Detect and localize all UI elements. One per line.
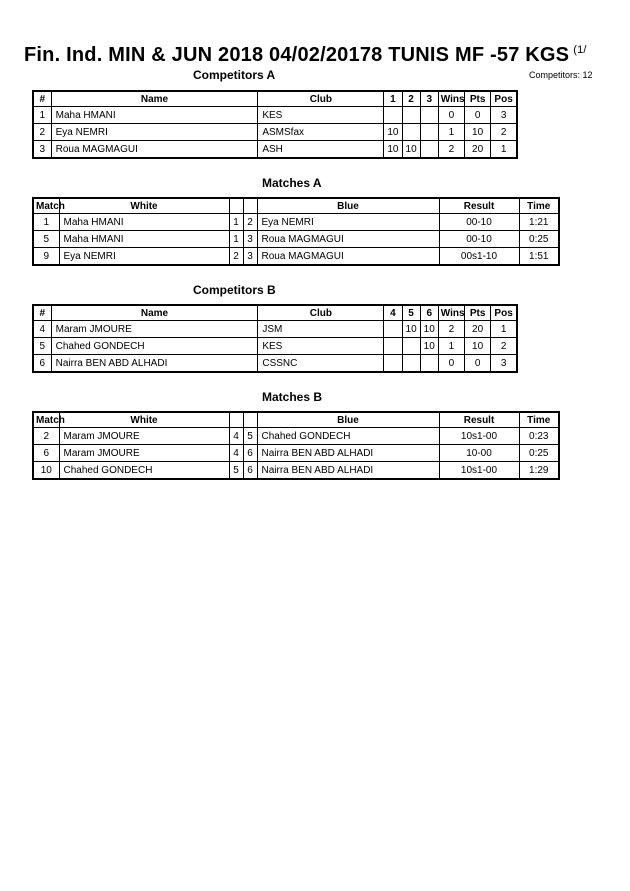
cell-score: 10 <box>384 124 402 141</box>
cell-pts: 0 <box>465 355 491 373</box>
table-header-row <box>33 91 517 107</box>
matches-a-table <box>32 197 560 266</box>
cell-pos: 3 <box>491 355 517 373</box>
cell-match: 10 <box>33 462 59 480</box>
competitors-b-table <box>32 304 518 373</box>
cell-result: 00-10 <box>439 214 519 231</box>
col-header-num: # <box>33 305 51 321</box>
col-header-match: Match <box>33 412 59 428</box>
cell-result: 10s1-00 <box>439 428 519 445</box>
cell-pts: 0 <box>465 107 491 124</box>
cell-blue: Roua MAGMAGUI <box>257 248 439 266</box>
cell-white: Maram JMOURE <box>59 445 229 462</box>
cell-score <box>402 124 420 141</box>
cell-score <box>420 124 438 141</box>
cell-pos: 3 <box>491 107 517 124</box>
cell-blue: Eya NEMRI <box>257 214 439 231</box>
cell-num: 6 <box>33 355 51 373</box>
col-header-result: Result <box>439 412 519 428</box>
col-header-score-5: 5 <box>402 305 420 321</box>
cell-name: Chahed GONDECH <box>51 338 258 355</box>
cell-name: Maram JMOURE <box>51 321 258 338</box>
cell-club: KES <box>258 107 384 124</box>
col-header-score-3: 3 <box>420 91 438 107</box>
cell-blue-num: 6 <box>243 445 257 462</box>
cell-white: Chahed GONDECH <box>59 462 229 480</box>
cell-wins: 2 <box>438 141 464 159</box>
table-header-row <box>33 412 559 428</box>
table-row <box>33 231 559 248</box>
matches-b-table <box>32 411 560 480</box>
cell-wins: 1 <box>438 124 464 141</box>
matches-b-heading: Matches B <box>262 390 323 404</box>
cell-pos: 2 <box>491 124 517 141</box>
col-header-pos: Pos <box>491 305 517 321</box>
cell-pos: 1 <box>491 321 517 338</box>
cell-name: Roua MAGMAGUI <box>51 141 258 159</box>
col-header-blue: Blue <box>257 198 439 214</box>
col-header-pts: Pts <box>465 305 491 321</box>
cell-score <box>384 321 402 338</box>
col-header-result: Result <box>439 198 519 214</box>
cell-score <box>384 338 402 355</box>
col-header-wins: Wins <box>438 91 464 107</box>
cell-wins: 1 <box>438 338 464 355</box>
cell-blue: Chahed GONDECH <box>257 428 439 445</box>
cell-time: 0:25 <box>519 445 559 462</box>
cell-blue-num: 3 <box>243 248 257 266</box>
table-row <box>33 214 559 231</box>
cell-blue-num: 5 <box>243 428 257 445</box>
col-header-score-4: 4 <box>384 305 402 321</box>
col-header-white: White <box>59 198 229 214</box>
cell-result: 10s1-00 <box>439 462 519 480</box>
table-row <box>33 338 517 355</box>
cell-score: 10 <box>402 141 420 159</box>
cell-num: 4 <box>33 321 51 338</box>
cell-match: 9 <box>33 248 59 266</box>
col-header-num: # <box>33 91 51 107</box>
cell-club: ASH <box>258 141 384 159</box>
table-row <box>33 428 559 445</box>
cell-score <box>384 355 402 373</box>
col-header-blue-num <box>243 412 257 428</box>
col-header-white-num <box>229 412 243 428</box>
cell-club: JSM <box>258 321 384 338</box>
cell-pts: 20 <box>465 321 491 338</box>
cell-white: Maram JMOURE <box>59 428 229 445</box>
table-header-row <box>33 305 517 321</box>
table-row <box>33 462 559 480</box>
cell-pts: 10 <box>465 124 491 141</box>
cell-pts: 20 <box>465 141 491 159</box>
cell-blue-num: 2 <box>243 214 257 231</box>
page-title <box>24 44 587 67</box>
cell-score <box>402 355 420 373</box>
col-header-time: Time <box>519 412 559 428</box>
cell-blue: Roua MAGMAGUI <box>257 231 439 248</box>
competitors-a-heading: Competitors A <box>193 68 276 82</box>
col-header-pos: Pos <box>491 91 517 107</box>
cell-white: Eya NEMRI <box>59 248 229 266</box>
cell-white-num: 5 <box>229 462 243 480</box>
cell-name: Maha HMANI <box>51 107 258 124</box>
col-header-score-2: 2 <box>402 91 420 107</box>
col-header-score-1: 1 <box>384 91 402 107</box>
cell-score: 10 <box>402 321 420 338</box>
table-header-row <box>33 198 559 214</box>
title-page-suffix: (1/ <box>573 44 587 57</box>
table-row <box>33 445 559 462</box>
col-header-wins: Wins <box>438 305 464 321</box>
col-header-time: Time <box>519 198 559 214</box>
cell-club: CSSNC <box>258 355 384 373</box>
cell-score <box>420 141 438 159</box>
col-header-name: Name <box>51 305 258 321</box>
cell-num: 5 <box>33 338 51 355</box>
col-header-club: Club <box>258 305 384 321</box>
competitors-a-table <box>32 90 518 159</box>
col-header-pts: Pts <box>465 91 491 107</box>
cell-white: Maha HMANI <box>59 214 229 231</box>
cell-white-num: 1 <box>229 214 243 231</box>
cell-blue: Nairra BEN ABD ALHADI <box>257 462 439 480</box>
cell-score <box>420 107 438 124</box>
cell-score <box>420 355 438 373</box>
cell-club: ASMSfax <box>258 124 384 141</box>
table-row <box>33 124 517 141</box>
cell-blue: Nairra BEN ABD ALHADI <box>257 445 439 462</box>
cell-white-num: 1 <box>229 231 243 248</box>
cell-name: Nairra BEN ABD ALHADI <box>51 355 258 373</box>
cell-result: 00s1-10 <box>439 248 519 266</box>
cell-time: 0:23 <box>519 428 559 445</box>
cell-score <box>402 107 420 124</box>
col-header-blue: Blue <box>257 412 439 428</box>
cell-blue-num: 6 <box>243 462 257 480</box>
table-row <box>33 248 559 266</box>
title-text: Fin. Ind. MIN & JUN 2018 04/02/20178 TUNIS MF -57 KGS <box>24 44 570 66</box>
cell-result: 10-00 <box>439 445 519 462</box>
cell-white: Maha HMANI <box>59 231 229 248</box>
cell-match: 6 <box>33 445 59 462</box>
cell-time: 1:51 <box>519 248 559 266</box>
col-header-white-num <box>229 198 243 214</box>
competitors-count: Competitors: 12 <box>529 70 593 80</box>
cell-white-num: 4 <box>229 428 243 445</box>
cell-wins: 0 <box>438 107 464 124</box>
cell-score: 10 <box>420 338 438 355</box>
table-row <box>33 141 517 159</box>
cell-club: KES <box>258 338 384 355</box>
cell-result: 00-10 <box>439 231 519 248</box>
cell-match: 5 <box>33 231 59 248</box>
cell-time: 0:25 <box>519 231 559 248</box>
cell-wins: 0 <box>438 355 464 373</box>
matches-a-heading: Matches A <box>262 176 322 190</box>
cell-white-num: 4 <box>229 445 243 462</box>
cell-num: 2 <box>33 124 51 141</box>
cell-name: Eya NEMRI <box>51 124 258 141</box>
col-header-blue-num <box>243 198 257 214</box>
cell-score: 10 <box>384 141 402 159</box>
cell-pos: 1 <box>491 141 517 159</box>
cell-match: 2 <box>33 428 59 445</box>
cell-white-num: 2 <box>229 248 243 266</box>
cell-pos: 2 <box>491 338 517 355</box>
col-header-white: White <box>59 412 229 428</box>
cell-num: 1 <box>33 107 51 124</box>
col-header-name: Name <box>51 91 258 107</box>
table-row <box>33 107 517 124</box>
col-header-club: Club <box>258 91 384 107</box>
cell-pts: 10 <box>465 338 491 355</box>
table-row <box>33 321 517 338</box>
cell-wins: 2 <box>438 321 464 338</box>
col-header-score-6: 6 <box>420 305 438 321</box>
cell-match: 1 <box>33 214 59 231</box>
cell-blue-num: 3 <box>243 231 257 248</box>
cell-score <box>384 107 402 124</box>
competitors-b-heading: Competitors B <box>193 283 276 297</box>
cell-num: 3 <box>33 141 51 159</box>
cell-score: 10 <box>420 321 438 338</box>
cell-time: 1:29 <box>519 462 559 480</box>
cell-score <box>402 338 420 355</box>
cell-time: 1:21 <box>519 214 559 231</box>
col-header-match: Match <box>33 198 59 214</box>
table-row <box>33 355 517 373</box>
